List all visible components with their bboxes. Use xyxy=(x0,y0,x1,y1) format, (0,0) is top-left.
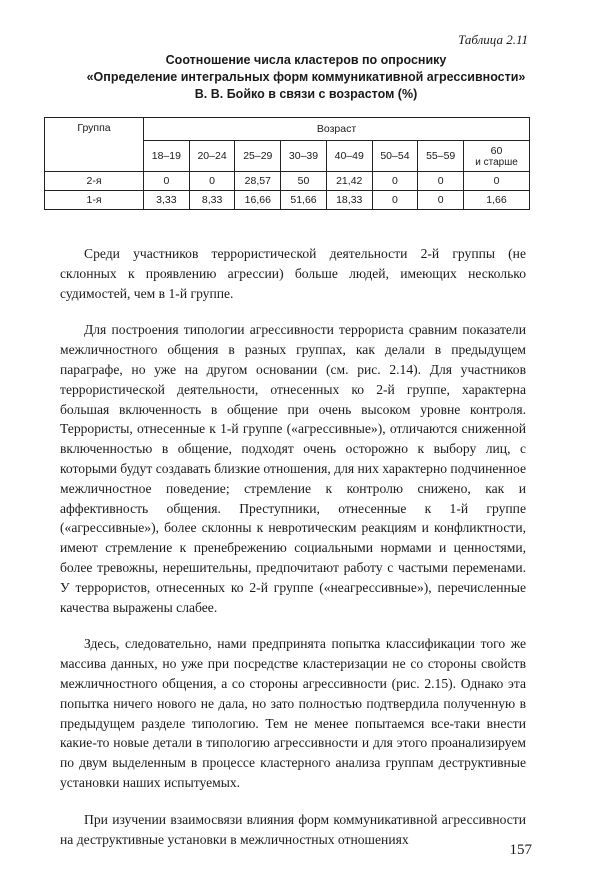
age-column: 25–29 xyxy=(235,141,281,172)
data-table xyxy=(44,117,530,210)
table-cell: 51,66 xyxy=(281,191,327,210)
age-column: 55–59 xyxy=(418,141,464,172)
age-column: 18–19 xyxy=(144,141,190,172)
age-last-top: 60 xyxy=(490,144,503,157)
table-cell: 1,66 xyxy=(464,191,530,210)
page-number: 157 xyxy=(509,842,532,858)
table-header-row xyxy=(45,118,530,141)
age-last-bottom: и старше xyxy=(475,156,518,168)
age-column: 50–54 xyxy=(372,141,418,172)
table-cell: 0 xyxy=(372,172,418,191)
table-cell: 16,66 xyxy=(235,191,281,210)
table-cell: 28,57 xyxy=(235,172,281,191)
body-text xyxy=(60,244,526,866)
paragraph: Здесь, следовательно, нами предпринята попытка классификации того же массива данных, но уже при посредстве кластеризации не со стороны свойств межличностного общения, а со стороны агрессивности (рис. 2.15). Однако эта попытка ничего нового не дала, но зато полностью подтвердила полученную в предыдущем разделе типологию. Тем не менее попытаемся все-таки внести какие-то новые детали в типологию агрессивности и для этого проанализируем по двум выделенным в процессе кластерного анализа группам деструктивные установки наших испытуемых. xyxy=(60,636,526,790)
table-cell: 0 xyxy=(464,172,530,191)
table-cell: 0 xyxy=(418,191,464,210)
age-column: 20–24 xyxy=(189,141,235,172)
table-cell: 0 xyxy=(418,172,464,191)
caption-line: Соотношение числа кластеров по опроснику xyxy=(165,53,447,67)
age-column: 40–49 xyxy=(326,141,372,172)
table-label: Таблица 2.11 xyxy=(458,32,528,47)
table-caption xyxy=(60,52,552,103)
age-column: 30–39 xyxy=(281,141,327,172)
group-header: Группа xyxy=(45,118,144,172)
table-cell: 0 xyxy=(189,172,235,191)
table-cell: 3,33 xyxy=(144,191,190,210)
table-cell: 0 xyxy=(144,172,190,191)
row-group: 1-я xyxy=(45,191,144,210)
table-cell: 18,33 xyxy=(326,191,372,210)
age-column-last xyxy=(464,141,530,172)
table-row xyxy=(45,172,530,191)
table-cell: 21,42 xyxy=(326,172,372,191)
table-row xyxy=(45,191,530,210)
paragraph: Среди участников террористической деятельности 2-й группы (не склонных к проявлению агрессии) больше людей, имеющих несколько судимостей, чем в 1-й группе. xyxy=(60,246,526,301)
age-header: Возраст xyxy=(144,118,530,141)
caption-line: В. В. Бойко в связи с возрастом (%) xyxy=(194,87,418,101)
table-cell: 50 xyxy=(281,172,327,191)
paragraph: При изучении взаимосвязи влияния форм коммуникативной агрессивности на деструктивные установки в межличностных отношениях xyxy=(60,811,526,847)
row-group: 2-я xyxy=(45,172,144,191)
caption-line: «Определение интегральных форм коммуникативной агрессивности» xyxy=(86,70,526,84)
table-cell: 0 xyxy=(372,191,418,210)
paragraph: Для построения типологии агрессивности террориста сравним показатели межличностного общения в разных группах, как делали в предыдущем параграфе, но уже на другом основании (см. рис. 2.14). Для участников террористической деятельности, отнесенных ко 2-й группе, характерна большая включенность в общение при очень высоком уровне контроля. Террористы, отнесенные к 1-й группе («агрессивные»), отличаются сниженной включенностью в общение, подходят очень осторожно к выбору лиц, с которыми будут создавать близкие отношения, для них характерно подчиненное межличностное поведение; стремление к контролю снижено, как и аффективность общения. Преступники, отнесенные к 1-й группе («агрессивные»), более склонны к невротическим реакциям и конфликтности, имеют стремление к пренебрежению социальными нормами и ценностями, более тревожны, нерешительны, предпочитают работу с частыми переменами. У террористов, отнесенных ко 2-й группе («неагрессивные»), перечисленные качества выражены слабее. xyxy=(60,322,526,615)
table-cell: 8,33 xyxy=(189,191,235,210)
